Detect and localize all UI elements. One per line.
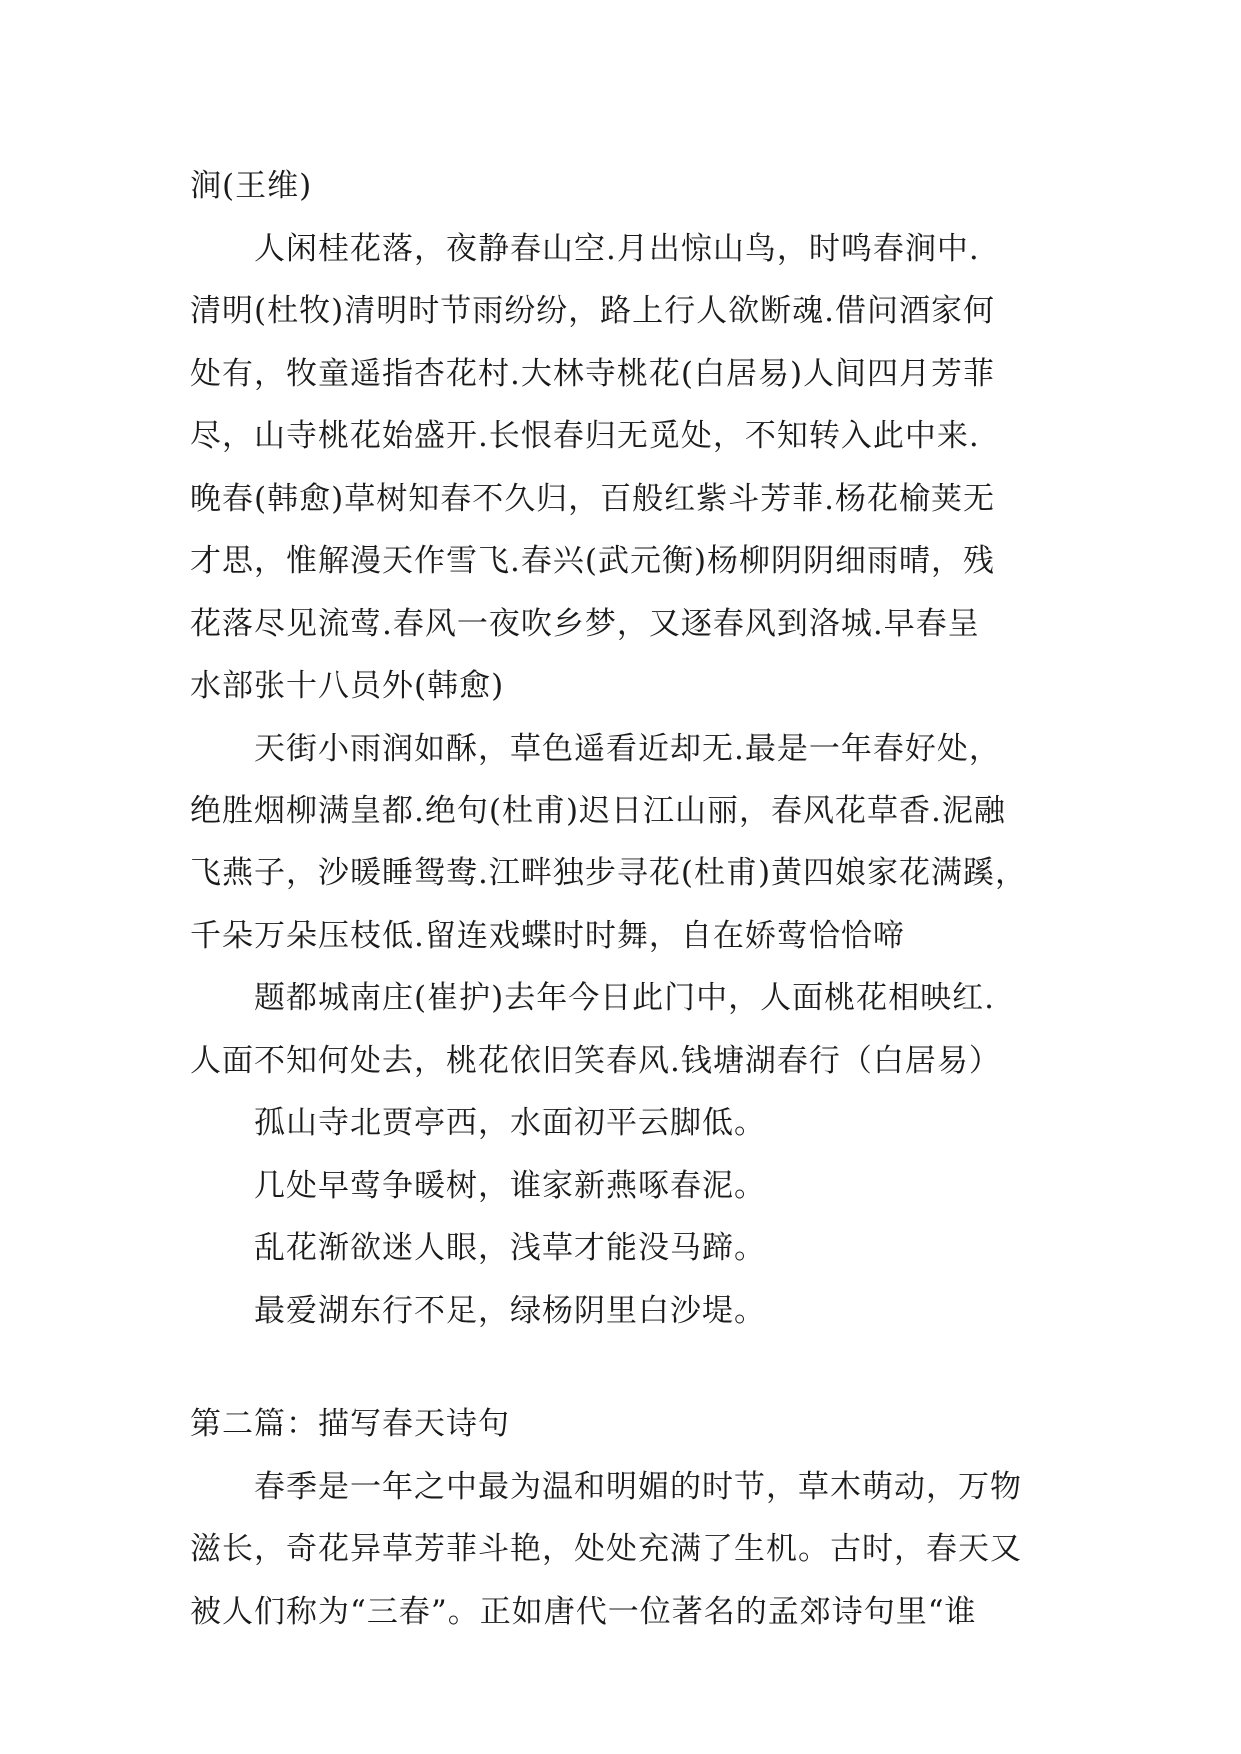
text-line: 绝胜烟柳满皇都.绝句(杜甫)迟日江山丽，春风花草香.泥融 [190, 793, 1006, 829]
text-line: 乱花渐欲迷人眼，浅草才能没马蹄。 [254, 1230, 766, 1266]
text-line: 千朵万朵压枝低.留连戏蝶时时舞，自在娇莺恰恰啼 [190, 918, 905, 954]
text-line: 人面不知何处去，桃花依旧笑春风.钱塘湖春行（白居易） [190, 1043, 1001, 1079]
text-line: 飞燕子，沙暖睡鸳鸯.江畔独步寻花(杜甫)黄四娘家花满蹊， [190, 855, 1028, 891]
text-line: 春季是一年之中最为温和明媚的时节，草木萌动，万物 [254, 1469, 1022, 1505]
text-line: 几处早莺争暖树，谁家新燕啄春泥。 [254, 1168, 766, 1204]
text-line: 被人们称为“三春”。正如唐代一位著名的孟郊诗句里“谁 [190, 1594, 977, 1630]
text-line: 才思，惟解漫天作雪飞.春兴(武元衡)杨柳阴阴细雨晴，残 [190, 543, 996, 579]
text-line: 题都城南庄(崔护)去年今日此门中，人面桃花相映红. [254, 980, 996, 1016]
text-line: 人闲桂花落，夜静春山空.月出惊山鸟，时鸣春涧中. [254, 231, 980, 267]
text-line: 水部张十八员外(韩愈) [190, 668, 505, 704]
text-line: 孤山寺北贾亭西，水面初平云脚低。 [254, 1105, 766, 1141]
text-line: 涧(王维) [190, 168, 313, 204]
text-line: 天街小雨润如酥，草色遥看近却无.最是一年春好处， [254, 731, 1001, 767]
text-line: 处有，牧童遥指杏花村.大林寺桃花(白居易)人间四月芳菲 [190, 356, 996, 392]
text-line: 晚春(韩愈)草树知春不久归，百般红紫斗芳菲.杨花榆荚无 [190, 481, 996, 517]
section-heading: 第二篇：描写春天诗句 [190, 1406, 510, 1442]
text-line: 尽，山寺桃花始盛开.长恨春归无觅处，不知转入此中来. [190, 418, 980, 454]
text-line: 最爱湖东行不足，绿杨阴里白沙堤。 [254, 1293, 766, 1329]
text-line: 清明(杜牧)清明时节雨纷纷，路上行人欲断魂.借问酒家何 [190, 293, 996, 329]
text-line: 花落尽见流莺.春风一夜吹乡梦，又逐春风到洛城.早春呈 [190, 606, 980, 642]
text-line: 滋长，奇花异草芳菲斗艳，处处充满了生机。古时，春天又 [190, 1531, 1022, 1567]
